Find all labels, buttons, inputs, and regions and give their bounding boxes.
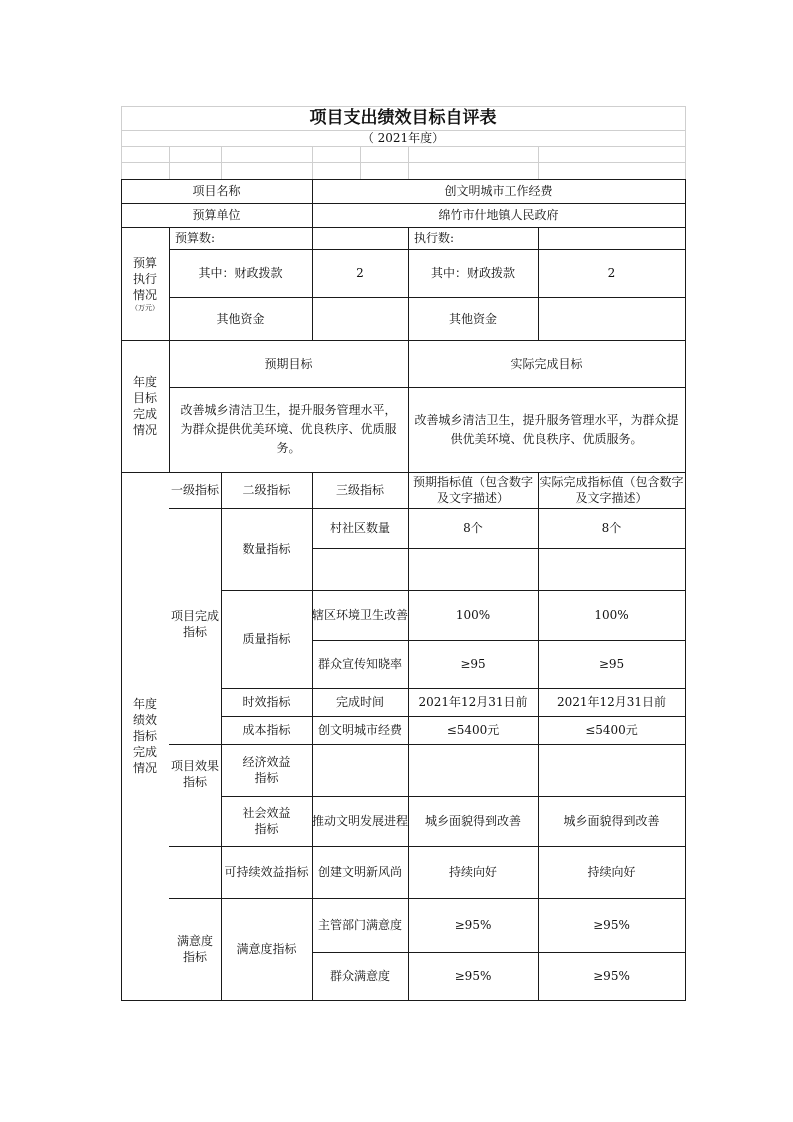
row-4-name: 群众宣传知晓率 [317, 657, 402, 671]
other-funds-exec-label: 其他资金 [448, 311, 497, 326]
row-6-name: 创文明城市经费 [317, 723, 402, 737]
row-1-name: 村社区数量 [329, 521, 390, 535]
expected-goal-text: 改善城乡清洁卫生，提升服务管理水平，为群众提供优美环境、优良秩序、优质服务。 [180, 403, 397, 455]
row-11-actual: ≥95% [593, 969, 630, 983]
row-6-expected: ≤5400元 [446, 723, 500, 737]
row-8-expected: 城乡面貌得到改善 [424, 814, 521, 828]
budget-unit-label: 预算单位 [192, 208, 241, 222]
table-rule [538, 146, 539, 179]
level2-satisfaction: 满意度指标 [236, 942, 297, 956]
row-3-name: 辖区环境卫生改善 [312, 608, 409, 622]
year-label: （ 2021年度） [361, 131, 445, 145]
level2-cost: 成本指标 [242, 723, 291, 737]
row-7-name [312, 744, 408, 796]
row-9-expected: 持续向好 [448, 865, 497, 879]
table-rule [221, 146, 222, 179]
fiscal-exec-value: 2 [607, 266, 616, 280]
level2-quality: 质量指标 [242, 632, 291, 646]
other-funds-budget-label: 其他资金 [216, 311, 265, 326]
level1-completion: 项目完成 指标 [170, 609, 219, 639]
page-title: 项目支出绩效目标自评表 [309, 108, 497, 128]
row-9-name: 创建文明新风尚 [317, 865, 402, 879]
row-5-expected: 2021年12月31日前 [418, 695, 528, 709]
table-rule [360, 146, 361, 179]
row-2-name [312, 548, 408, 590]
header-level3: 三级指标 [335, 483, 384, 497]
fiscal-exec-label: 其中：财政拨款 [430, 266, 515, 280]
row-2-expected [408, 548, 538, 590]
row-1-expected: 8个 [463, 521, 483, 535]
header-level1: 一级指标 [170, 483, 219, 497]
row-9-actual: 持续向好 [587, 865, 636, 879]
row-10-actual: ≥95% [593, 918, 630, 932]
level2-quantity: 数量指标 [242, 542, 291, 556]
table-rule [169, 146, 170, 179]
project-name-value: 创文明城市工作经费 [444, 184, 553, 198]
table-rule [121, 162, 686, 163]
row-6-actual: ≤5400元 [585, 723, 638, 737]
budget-amount-label: 预算数: [175, 231, 216, 245]
header-level2: 二级指标 [242, 483, 291, 497]
level2-sustainable: 可持续效益指标 [224, 865, 309, 879]
budget-section-label [121, 227, 169, 340]
budget-unit-value: 绵竹市什地镇人民政府 [438, 208, 559, 222]
table-rule [408, 146, 409, 179]
row-11-expected: ≥95% [454, 969, 492, 983]
row-5-name: 完成时间 [335, 695, 384, 709]
goals-section-label: 年度 目标 完成 情况 [132, 375, 157, 437]
header-expected-value: 预期指标值（包含数字及文字描述） [412, 475, 533, 505]
project-name-label: 项目名称 [192, 184, 241, 198]
budget-unit-note: （万元） [131, 303, 159, 312]
exec-amount-label: 执行数: [414, 231, 455, 245]
table-rule [121, 146, 686, 147]
row-1-actual: 8个 [601, 521, 622, 535]
row-7-actual [538, 744, 685, 796]
table-rule [312, 146, 313, 179]
actual-goal-header: 实际完成目标 [510, 356, 583, 371]
row-4-actual: ≥95 [598, 657, 625, 671]
level2-economic: 经济效益 指标 [242, 755, 291, 785]
row-3-actual: 100% [594, 608, 629, 622]
row-8-name: 推动文明发展进程 [312, 814, 409, 828]
level2-social: 社会效益 指标 [242, 806, 291, 836]
row-10-name: 主管部门满意度 [317, 918, 402, 932]
level1-effect: 项目效果 指标 [170, 759, 219, 789]
row-8-actual: 城乡面貌得到改善 [563, 814, 660, 828]
row-7-expected [408, 744, 538, 796]
header-actual-value: 实际完成指标值（包含数字及文字描述） [539, 475, 684, 505]
row-4-expected: ≥95 [460, 657, 486, 671]
budget-section-text: 预算 执行 情况 [132, 255, 157, 302]
level2-timeliness: 时效指标 [242, 695, 291, 709]
row-10-expected: ≥95% [454, 918, 492, 932]
level1-satisfaction: 满意度 指标 [176, 934, 213, 964]
fiscal-budget-value: 2 [356, 266, 364, 280]
fiscal-budget-label: 其中：财政拨款 [198, 266, 283, 280]
indicators-section-label: 年度 绩效 指标 完成 情况 [132, 697, 157, 775]
row-5-actual: 2021年12月31日前 [556, 695, 667, 709]
row-3-expected: 100% [455, 608, 491, 622]
actual-goal-text: 改善城乡清洁卫生，提升服务管理水平，为群众提供优美环境、优良秩序、优质服务。 [414, 412, 679, 446]
row-2-actual [538, 548, 685, 590]
table-rule [121, 1000, 686, 1001]
expected-goal-header: 预期目标 [264, 356, 313, 371]
table-rule [685, 106, 686, 179]
row-11-name: 群众满意度 [329, 969, 390, 983]
